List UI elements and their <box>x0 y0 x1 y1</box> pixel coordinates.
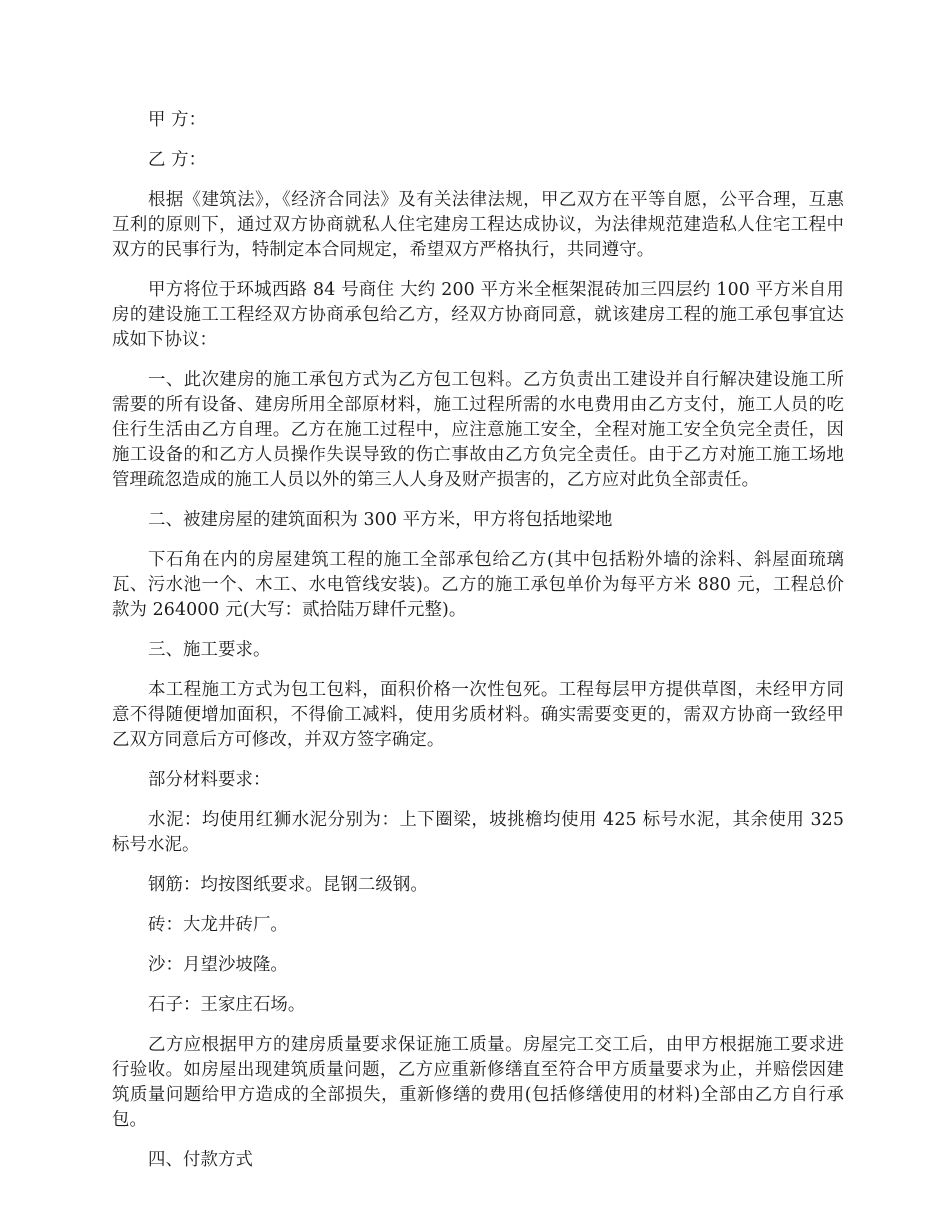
document-body <box>112 108 844 1188</box>
material-sand: 沙：月望沙坡隆。 <box>148 955 288 975</box>
material-gravel: 石子：王家庄石场。 <box>148 995 306 1015</box>
clause-3-paragraph: 本工程施工方式为包工包料，面积价格一次性包死。工程每层甲方提供草图，未经甲方同意不得随便增加面积，不得偷工减料，使用劣质材料。确实需要变更的，需双方协商一致经甲乙双方同意后方可修改，并双方签字确定。 <box>112 680 844 750</box>
clause-1-paragraph: 一、此次建房的施工承包方式为乙方包工包料。乙方负责出工建设并自行解决建设施工所需要的所有设备、建房所用全部原材料，施工过程所需的水电费用由乙方支付，施工人员的吃住行生活由乙方自理。乙方在施工过程中，应注意施工安全，全程对施工安全负完全责任，因施工设备的和乙方人员操作失误导致的伤亡事故由乙方负完全责任。由于乙方对施工施工场地管理疏忽造成的施工人员以外的第三人人身及财产损害的，乙方应对此负全部责任。 <box>112 370 844 490</box>
party-a-line: 甲 方： <box>148 110 207 130</box>
material-cement: 水泥：均使用红狮水泥分别为：上下圈梁，坡挑檐均使用 425 标号水泥，其余使用 325 标号水泥。 <box>112 810 844 855</box>
preamble-paragraph: 根据《建筑法》，《经济合同法》及有关法律法规，甲乙双方在平等自愿，公平合理，互惠互利的原则下，通过双方协商就私人住宅建房工程达成协议，为法律规范建造私人住宅工程中双方的民事行为，特制定本合同规定，希望双方严格执行，共同遵守。 <box>112 190 844 260</box>
clause-2-heading: 二、被建房屋的建筑面积为 300 平方米，甲方将包括地梁地 <box>148 510 613 530</box>
party-b-line: 乙 方： <box>148 150 207 170</box>
quality-paragraph: 乙方应根据甲方的建房质量要求保证施工质量。房屋完工交工后，由甲方根据施工要求进行验收。如房屋出现建筑质量问题，乙方应重新修缮直至符合甲方质量要求为止，并赔偿因建筑质量问题给甲方造成的全部损失，重新修缮的费用(包括修缮使用的材料)全部由乙方自行承包。 <box>112 1035 844 1130</box>
material-steel: 钢筋：均按图纸要求。昆钢二级钢。 <box>148 875 428 895</box>
project-paragraph: 甲方将位于环城西路 84 号商住 大约 200 平方米全框架混砖加三四层约 100 平方米自用房的建设施工工程经双方协商承包给乙方，经双方协商同意，就该建房工程的施工承包事宜达成如下协议： <box>112 280 844 350</box>
material-brick: 砖：大龙井砖厂。 <box>148 915 288 935</box>
materials-heading: 部分材料要求： <box>148 770 271 790</box>
clause-2-paragraph: 下石角在内的房屋建筑工程的施工全部承包给乙方(其中包括粉外墙的涂料、斜屋面琉璃瓦、污水池一个、木工、水电管线安装)。乙方的施工承包单价为每平方米 880 元，工程总价款为 264000 元(大写：贰拾陆万肆仟元整)。 <box>112 550 844 620</box>
clause-3-heading: 三、施工要求。 <box>148 640 271 660</box>
clause-4-heading: 四、付款方式 <box>148 1150 253 1170</box>
